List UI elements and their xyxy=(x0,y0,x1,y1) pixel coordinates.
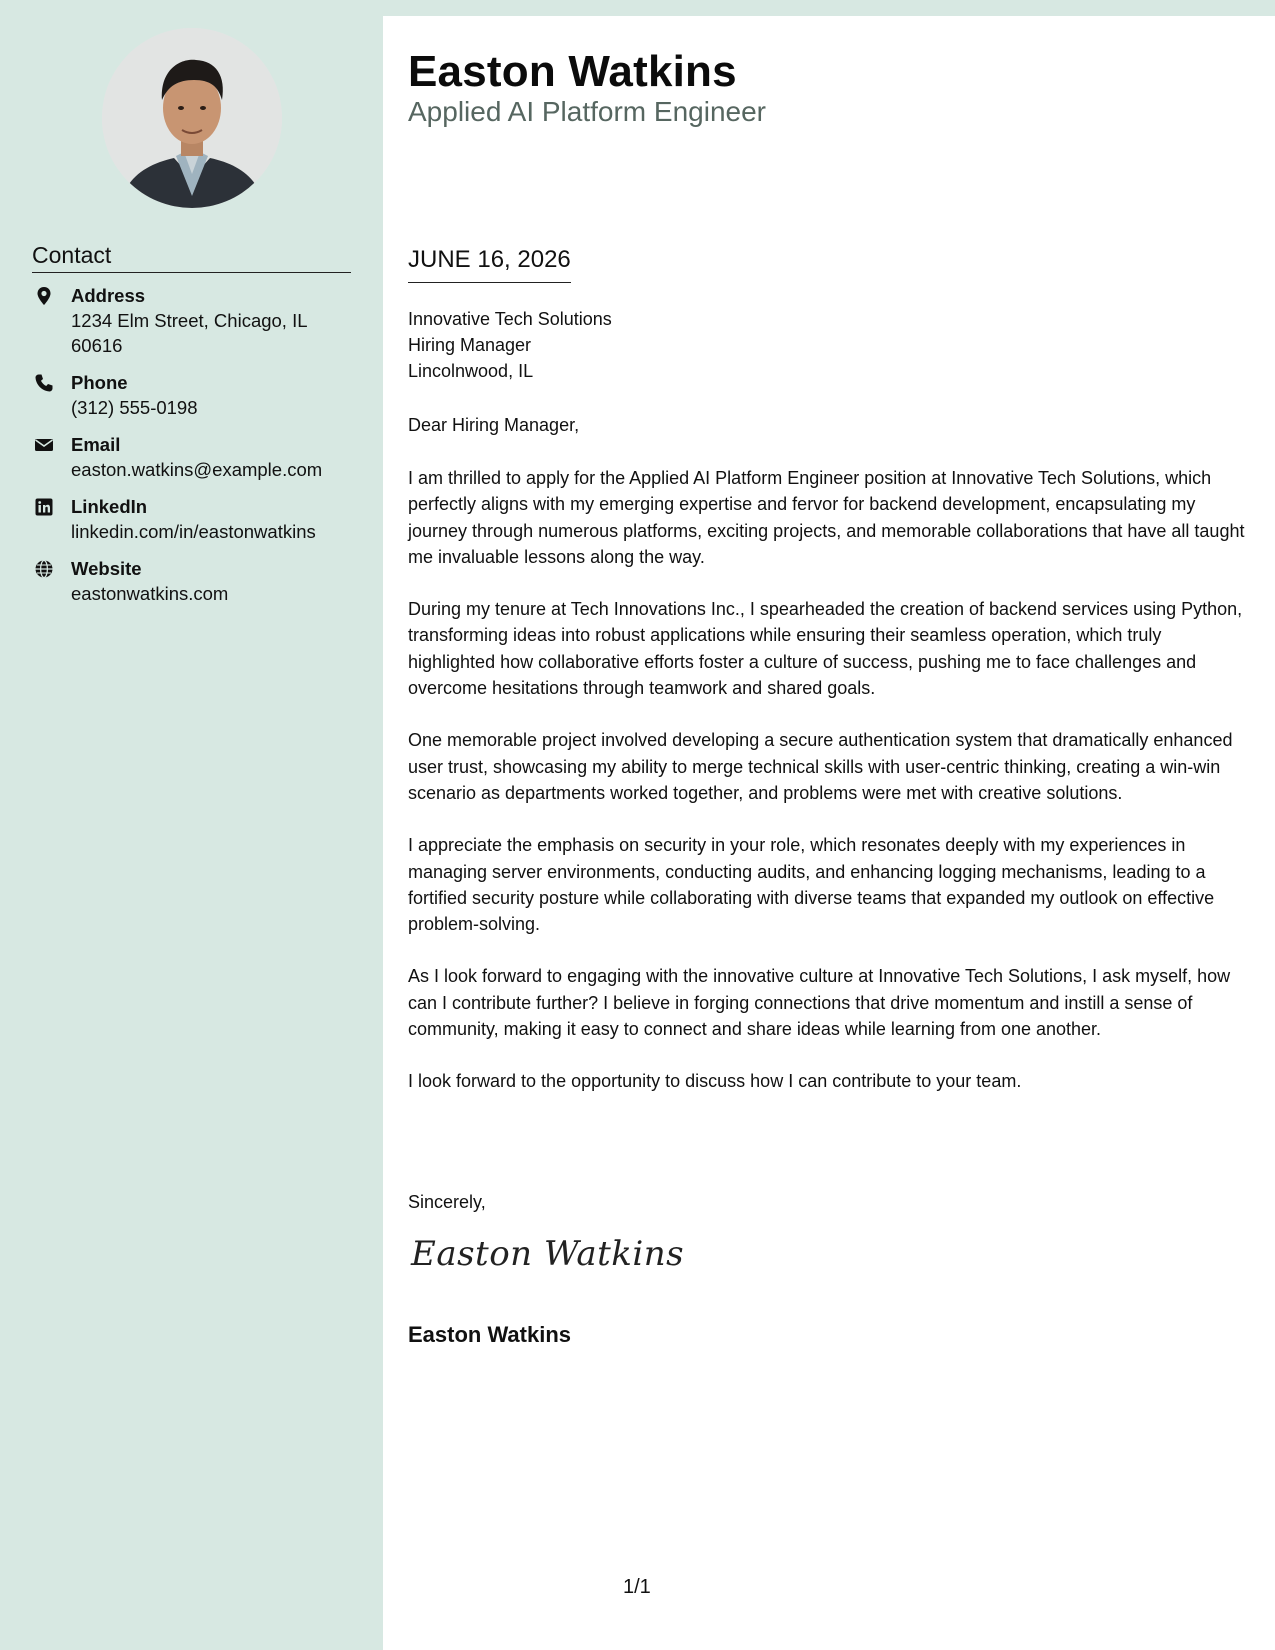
recipient-role: Hiring Manager xyxy=(408,335,532,355)
recipient-company: Innovative Tech Solutions xyxy=(408,309,612,329)
paragraph: I appreciate the emphasis on security in your role, which resonates deeply with my experiences in managing server environments, conducting audits, and enhancing logging mechanisms, leading to a fortified security posture while collaborating with diverse teams that expanded my outlook on effective problem-solving. xyxy=(408,835,1215,935)
contact-value: linkedin.com/in/eastonwatkins xyxy=(71,521,316,542)
applicant-name: Easton Watkins xyxy=(408,47,737,96)
contact-label: Address xyxy=(71,285,146,306)
recipient-location: Lincolnwood, IL xyxy=(408,361,534,381)
recipient-block xyxy=(408,306,612,384)
closing: Sincerely, xyxy=(408,1192,486,1212)
contact-value: 1234 Elm Street, Chicago, IL 60616 xyxy=(71,310,307,356)
page-number: 1/1 xyxy=(623,1576,651,1598)
paragraph: As I look forward to engaging with the innovative culture at Innovative Tech Solutions, I ask myself, how can I contribute further? I believe in forging connections that drive momentum and instill a sense of community, making it easy to connect and share ideas while learning from one another. xyxy=(408,966,1231,1040)
job-title: Applied AI Platform Engineer xyxy=(408,96,766,127)
contact-label: Phone xyxy=(71,372,128,393)
contact-value: (312) 555-0198 xyxy=(71,397,198,418)
paragraph: I am thrilled to apply for the Applied AI Platform Engineer position at Innovative Tech Solutions, which perfectly aligns with my emerging expertise and fervor for backend development, encapsulating my journey through numerous platforms, exciting projects, and memorable collaborations that have all taught me invaluable lessons along the way. xyxy=(408,468,1245,567)
paragraph: During my tenure at Tech Innovations Inc., I spearheaded the creation of backend services using Python, transforming ideas into robust applications while ensuring their seamless operation, which truly highlighted how collaborative efforts foster a culture of success, pushing me to face challenges and overcome hesitations through teamwork and shared goals. xyxy=(408,599,1243,699)
contact-heading: Contact xyxy=(32,240,351,273)
linkedin-icon xyxy=(34,497,54,517)
contact-value: eastonwatkins.com xyxy=(71,583,229,604)
letter-date: JUNE 16, 2026 xyxy=(408,244,571,283)
paragraph: One memorable project involved developing a secure authentication system that dramatically enhanced user trust, showcasing my ability to merge technical skills with user-centric thinking, creating a win-win scenario as departments worked together, and problems were met with creative solutions. xyxy=(408,730,1233,803)
phone-icon xyxy=(34,373,54,393)
avatar xyxy=(102,28,282,208)
letter-paragraphs xyxy=(408,465,1246,1121)
contact-phone xyxy=(32,370,362,420)
contact-website xyxy=(32,556,362,606)
paragraph: I look forward to the opportunity to discuss how I can contribute to your team. xyxy=(408,1071,1022,1092)
contact-value: easton.watkins@example.com xyxy=(71,459,323,480)
salutation: Dear Hiring Manager, xyxy=(408,415,580,435)
contact-linkedin xyxy=(32,494,362,544)
envelope-icon xyxy=(34,435,54,455)
signature: Easton Watkins xyxy=(411,1234,685,1274)
letter-body xyxy=(383,16,1275,1650)
profile-photo xyxy=(102,28,282,208)
contact-list xyxy=(32,283,362,618)
map-pin-icon xyxy=(34,286,54,306)
sidebar xyxy=(0,0,383,1650)
contact-email xyxy=(32,432,362,482)
globe-icon xyxy=(34,559,54,579)
contact-label: Website xyxy=(71,558,142,579)
signer-name: Easton Watkins xyxy=(408,1322,571,1347)
contact-label: Email xyxy=(71,434,121,455)
contact-label: LinkedIn xyxy=(71,496,148,517)
contact-address xyxy=(32,283,362,358)
